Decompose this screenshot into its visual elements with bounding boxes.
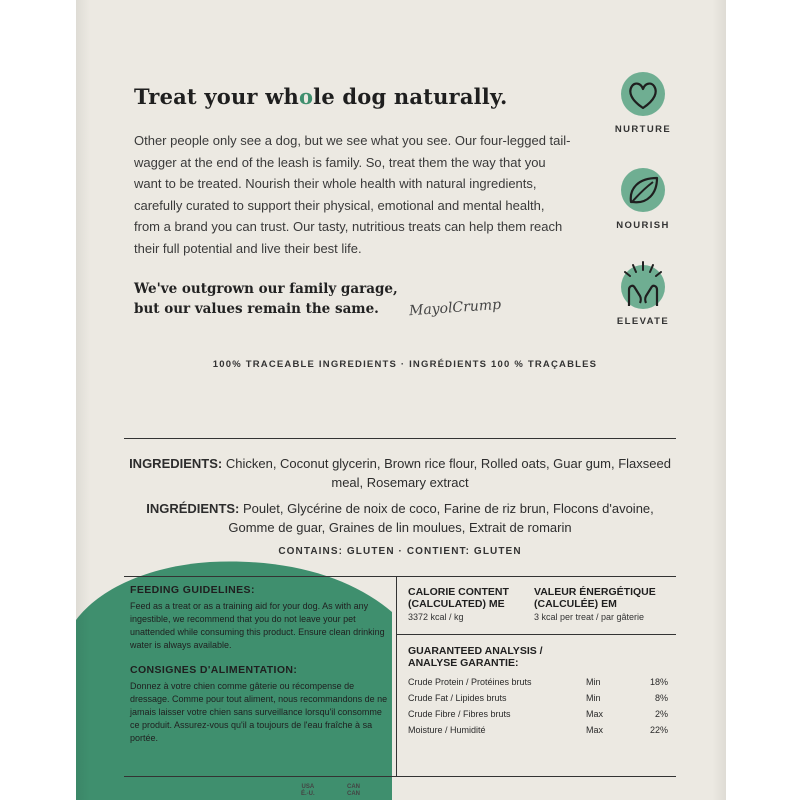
analysis-row: Crude Fat / Lipides bruts Min 8% — [408, 693, 668, 703]
bag-edge-shadow-right — [712, 0, 726, 800]
value-label: NURTURE — [614, 124, 672, 135]
feeding-title-en: FEEDING GUIDELINES: — [130, 584, 255, 596]
calorie-value-en: 3372 kcal / kg — [408, 612, 464, 622]
ingredients-english: INGREDIENTS: Chicken, Coconut glycerin, Brown rice flour, Rolled oats, Guar gum, Flaxseed meal, Rosemary extract — [129, 456, 671, 490]
value-label: NOURISH — [616, 220, 670, 231]
calorie-title-en: CALORIE CONTENT (CALCULATED) ME — [408, 586, 509, 610]
usa-code-label: USA É.-U. — [301, 784, 315, 797]
feeding-guidelines — [130, 584, 388, 745]
feeding-text-en: Feed as a treat or as a training aid for your dog. As with any ingestible, we recommend that you do not leave your pet unattended while consuming this product. Ensure clean drinking water is always available. — [130, 601, 385, 650]
guaranteed-analysis-title: GUARANTEED ANALYSIS / ANALYSE GARANTIE: — [408, 645, 543, 669]
leaf-icon — [619, 166, 667, 214]
bag-edge-shadow-left — [76, 0, 90, 800]
can-code-label: CAN CAN — [347, 784, 360, 797]
divider — [396, 577, 397, 777]
value-elevate — [608, 260, 678, 327]
calorie-title-fr: VALEUR ÉNERGÉTIQUE (CALCULÉE) EM — [534, 586, 656, 610]
value-nourish — [608, 166, 678, 231]
analysis-row: Crude Fibre / Fibres bruts Max 2% — [408, 709, 668, 719]
value-label: ELEVATE — [616, 316, 670, 327]
analysis-row: Crude Protein / Protéines bruts Min 18% — [408, 677, 668, 687]
values-tagline: We've outgrown our family garage, but our values remain the same. — [134, 281, 398, 317]
divider — [124, 438, 676, 439]
allergen-statement: CONTAINS: GLUTEN · CONTIENT: GLUTEN — [278, 546, 522, 557]
raised-hands-icon — [619, 260, 667, 310]
feeding-title-fr: CONSIGNES D'ALIMENTATION: — [130, 664, 298, 676]
divider — [124, 776, 676, 777]
feeding-text-fr: Donnez à votre chien comme gâterie ou récompense de dressage. Comme pour tout aliment, nous recommandons de ne jamais laisser votre chien sans surveillance lorsqu'il consomme ce produit. Assurez-vous qu'il a toujours de l'eau fraîche à sa portée. — [130, 681, 388, 743]
value-nurture — [608, 70, 678, 135]
signature: MayolCrump — [408, 296, 502, 320]
heart-icon — [619, 70, 667, 118]
analysis-row: Moisture / Humidité Max 22% — [408, 725, 668, 735]
calorie-value-fr: 3 kcal per treat / par gâterie — [534, 612, 645, 622]
brand-story-text: Other people only see a dog, but we see what you see. Our four-legged tail-wagger at the end of the leash is family. So, treat them the way that you want to be treated. Nourish their whole health with natural ingredients, carefully curated to support their physical, emotional and mental health, from a brand you can trust. Our tasty, nutritious treats can help them reach their full potential and live their best life. — [134, 133, 571, 256]
traceable-ingredients-banner: 100% TRACEABLE INGREDIENTS · INGRÉDIENTS 100 % TRAÇABLES — [212, 359, 598, 370]
divider — [396, 634, 676, 635]
ingredients-french: INGRÉDIENTS: Poulet, Glycérine de noix de coco, Farine de riz brun, Flocons d'avoine, Gomme de guar, Graines de lin moulues, Extrait de romarin — [146, 501, 654, 535]
ingredients-section — [124, 454, 676, 537]
divider — [124, 576, 676, 577]
headline: Treat your whole dog naturally. — [134, 84, 508, 109]
